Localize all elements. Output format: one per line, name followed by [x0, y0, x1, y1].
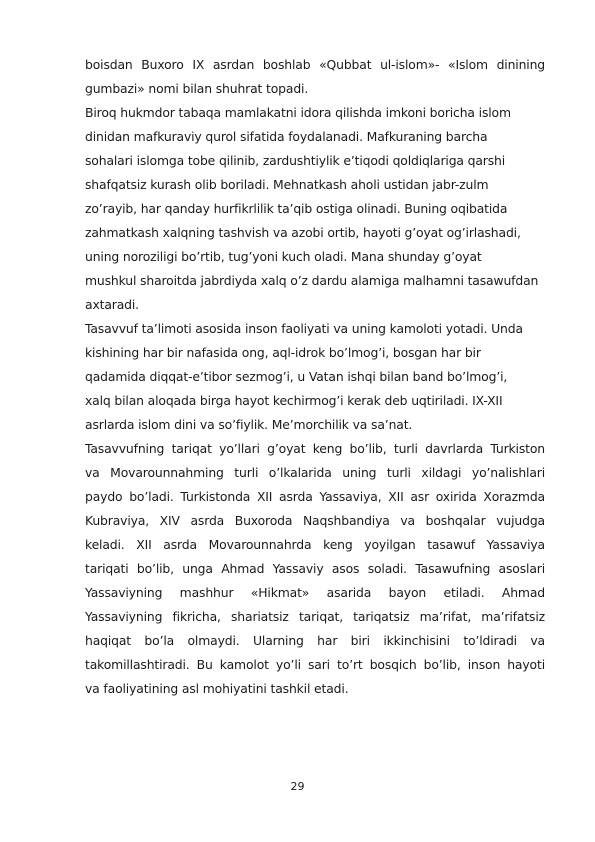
text-line: sohalari islomga tobe qilinib, zardushtiylik e’tiqodi qoldiqlariga qarshi: [85, 153, 506, 168]
text-line: mushkul sharoitda jabrdiyda xalq o’z dardu alamiga malhamni tasawufdan: [85, 273, 539, 288]
text-line: qadamida diqqat-e’tibor sezmog’i, u Vatan ishqi bilan band bo’lmog’i,: [85, 369, 508, 384]
text-line: va Movarounnahming turli o’lkalarida uning turli xildagi yo’nalishlari: [85, 465, 545, 480]
text-line: xalq bilan aloqada birga hayot kechirmog’i kerak deb uqtiriladi. IX-XII: [85, 393, 503, 408]
text-line: dinidan mafkuraviy qurol sifatida foydalanadi. Mafkuraning barcha: [85, 129, 488, 144]
text-line: zahmatkash xalqning tashvish va azobi ortib, hayoti g’oyat og’irlashadi,: [85, 225, 521, 240]
text-line: va faoliyatining asl mohiyatini tashkil etadi.: [85, 681, 349, 696]
text-line: kishining har bir nafasida ong, aql-idrok bo’lmog’i, bosgan har bir: [85, 345, 481, 360]
text-line: shafqatsiz kurash olib boriladi. Mehnatkash aholi ustidan jabr-zulm: [85, 177, 489, 192]
text-line: gumbazi» nomi bilan shuhrat topadi.: [85, 81, 309, 96]
text-line: Tasavvuf ta’limoti asosida inson faoliyati va uning kamoloti yotadi. Unda: [85, 321, 523, 336]
text-line: tariqati bo’lib, unga Ahmad Yassaviy asos soladi. Tasawufning asoslari: [85, 561, 545, 576]
text-line: keladi. XII asrda Movarounnahrda keng yoyilgan tasawuf Yassaviya: [85, 537, 545, 552]
text-line: haqiqat bo’la olmaydi. Ularning har biri ikkinchisini to’ldiradi va: [85, 633, 545, 648]
text-line: Tasavvufning tariqat yo’llari g’oyat keng bo’lib, turli davrlarda Turkiston: [85, 441, 545, 456]
text-line: takomillashtiradi. Bu kamolot yo’li sari to’rt bosqich bo’lib, inson hayoti: [85, 657, 545, 672]
text-line: axtaradi.: [85, 297, 139, 312]
text-line: boisdan Buxoro IX asrdan boshlab «Qubbat ul-islom»- «Islom dinining: [85, 57, 545, 72]
text-line: uning noroziligi bo’rtib, tug’yoni kuch oladi. Mana shunday g’oyat: [85, 249, 482, 264]
body-text: [85, 53, 545, 701]
text-line: Kubraviya, XIV asrda Buxoroda Naqshbandiya va boshqalar vujudga: [85, 513, 545, 528]
text-line: Biroq hukmdor tabaqa mamlakatni idora qilishda imkoni boricha islom: [85, 105, 511, 120]
text-line: zo’rayib, har qanday hurfikrlilik ta’qib ostiga olinadi. Buning oqibatida: [85, 201, 508, 216]
text-line: Yassaviyning mashhur «Hikmat» asarida bayon etiladi. Ahmad: [85, 585, 545, 600]
text-line: Yassaviyning fikricha, shariatsiz tariqat, tariqatsiz ma’rifat, ma’rifatsiz: [85, 609, 545, 624]
text-line: paydo bo’ladi. Turkistonda XII asrda Yassaviya, XII asr oxirida Xorazmda: [85, 489, 545, 504]
document-page: [85, 53, 545, 701]
page-number: 29: [290, 780, 305, 793]
text-line: asrlarda islom dini va so’fiylik. Me’morchilik va sa’nat.: [85, 417, 413, 432]
